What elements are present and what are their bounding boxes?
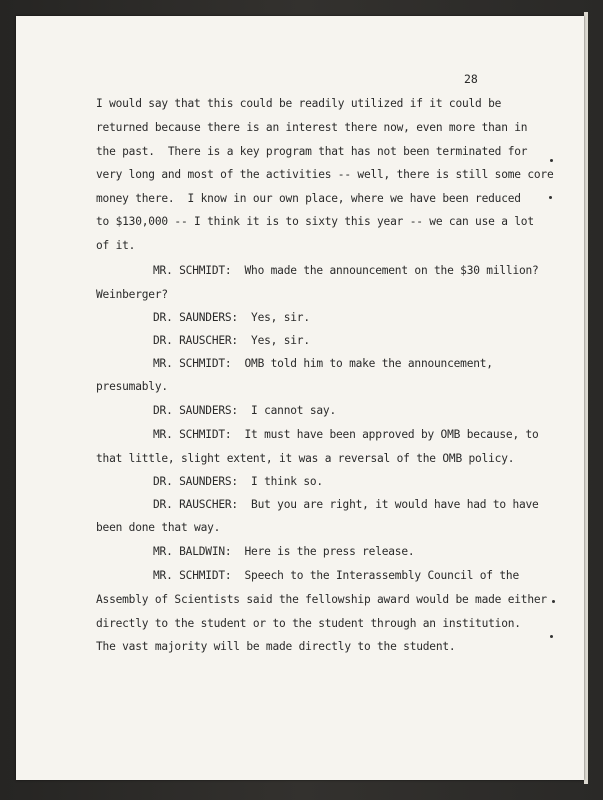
text-line: money there. I know in our own place, where we have been reduced [96, 192, 521, 205]
speaker-line: MR. SCHMIDT: It must have been approved by OMB because, to [153, 428, 539, 441]
speaker-line: MR. SCHMIDT: OMB told him to make the announcement, [153, 357, 493, 370]
margin-mark [550, 635, 553, 638]
text-line: very long and most of the activities -- well, there is still some core [96, 168, 554, 181]
text-line: to $130,000 -- I think it is to sixty this year -- we can use a lot [96, 215, 534, 228]
speaker-line: MR. SCHMIDT: Speech to the Interassembly Council of the [153, 569, 519, 582]
speaker-line: DR. RAUSCHER: But you are right, it would have had to have [153, 498, 539, 511]
speaker-line: DR. SAUNDERS: I think so. [153, 475, 323, 488]
speaker-line: MR. SCHMIDT: Who made the announcement on the $30 million? [153, 264, 539, 277]
speaker-line: DR. SAUNDERS: I cannot say. [153, 404, 336, 417]
margin-mark [552, 600, 555, 603]
text-line: directly to the student or to the student through an institution. [96, 617, 521, 630]
text-line: The vast majority will be made directly to the student. [96, 640, 456, 653]
text-line: the past. There is a key program that has not been terminated for [96, 145, 528, 158]
paper-edge [584, 12, 588, 784]
text-line: returned because there is an interest there now, even more than in [96, 121, 528, 134]
text-line: Assembly of Scientists said the fellowship award would be made either [96, 593, 547, 606]
speaker-line: DR. RAUSCHER: Yes, sir. [153, 334, 310, 347]
speaker-line: DR. SAUNDERS: Yes, sir. [153, 311, 310, 324]
text-line: presumably. [96, 380, 168, 393]
page-number: 28 [464, 72, 478, 86]
speaker-line: MR. BALDWIN: Here is the press release. [153, 545, 415, 558]
text-line: been done that way. [96, 521, 221, 534]
margin-mark [550, 159, 553, 162]
text-line: Weinberger? [96, 288, 168, 301]
text-line: I would say that this could be readily utilized if it could be [96, 97, 502, 110]
margin-mark [549, 196, 552, 199]
text-line: of it. [96, 239, 136, 252]
text-line: that little, slight extent, it was a reversal of the OMB policy. [96, 452, 515, 465]
